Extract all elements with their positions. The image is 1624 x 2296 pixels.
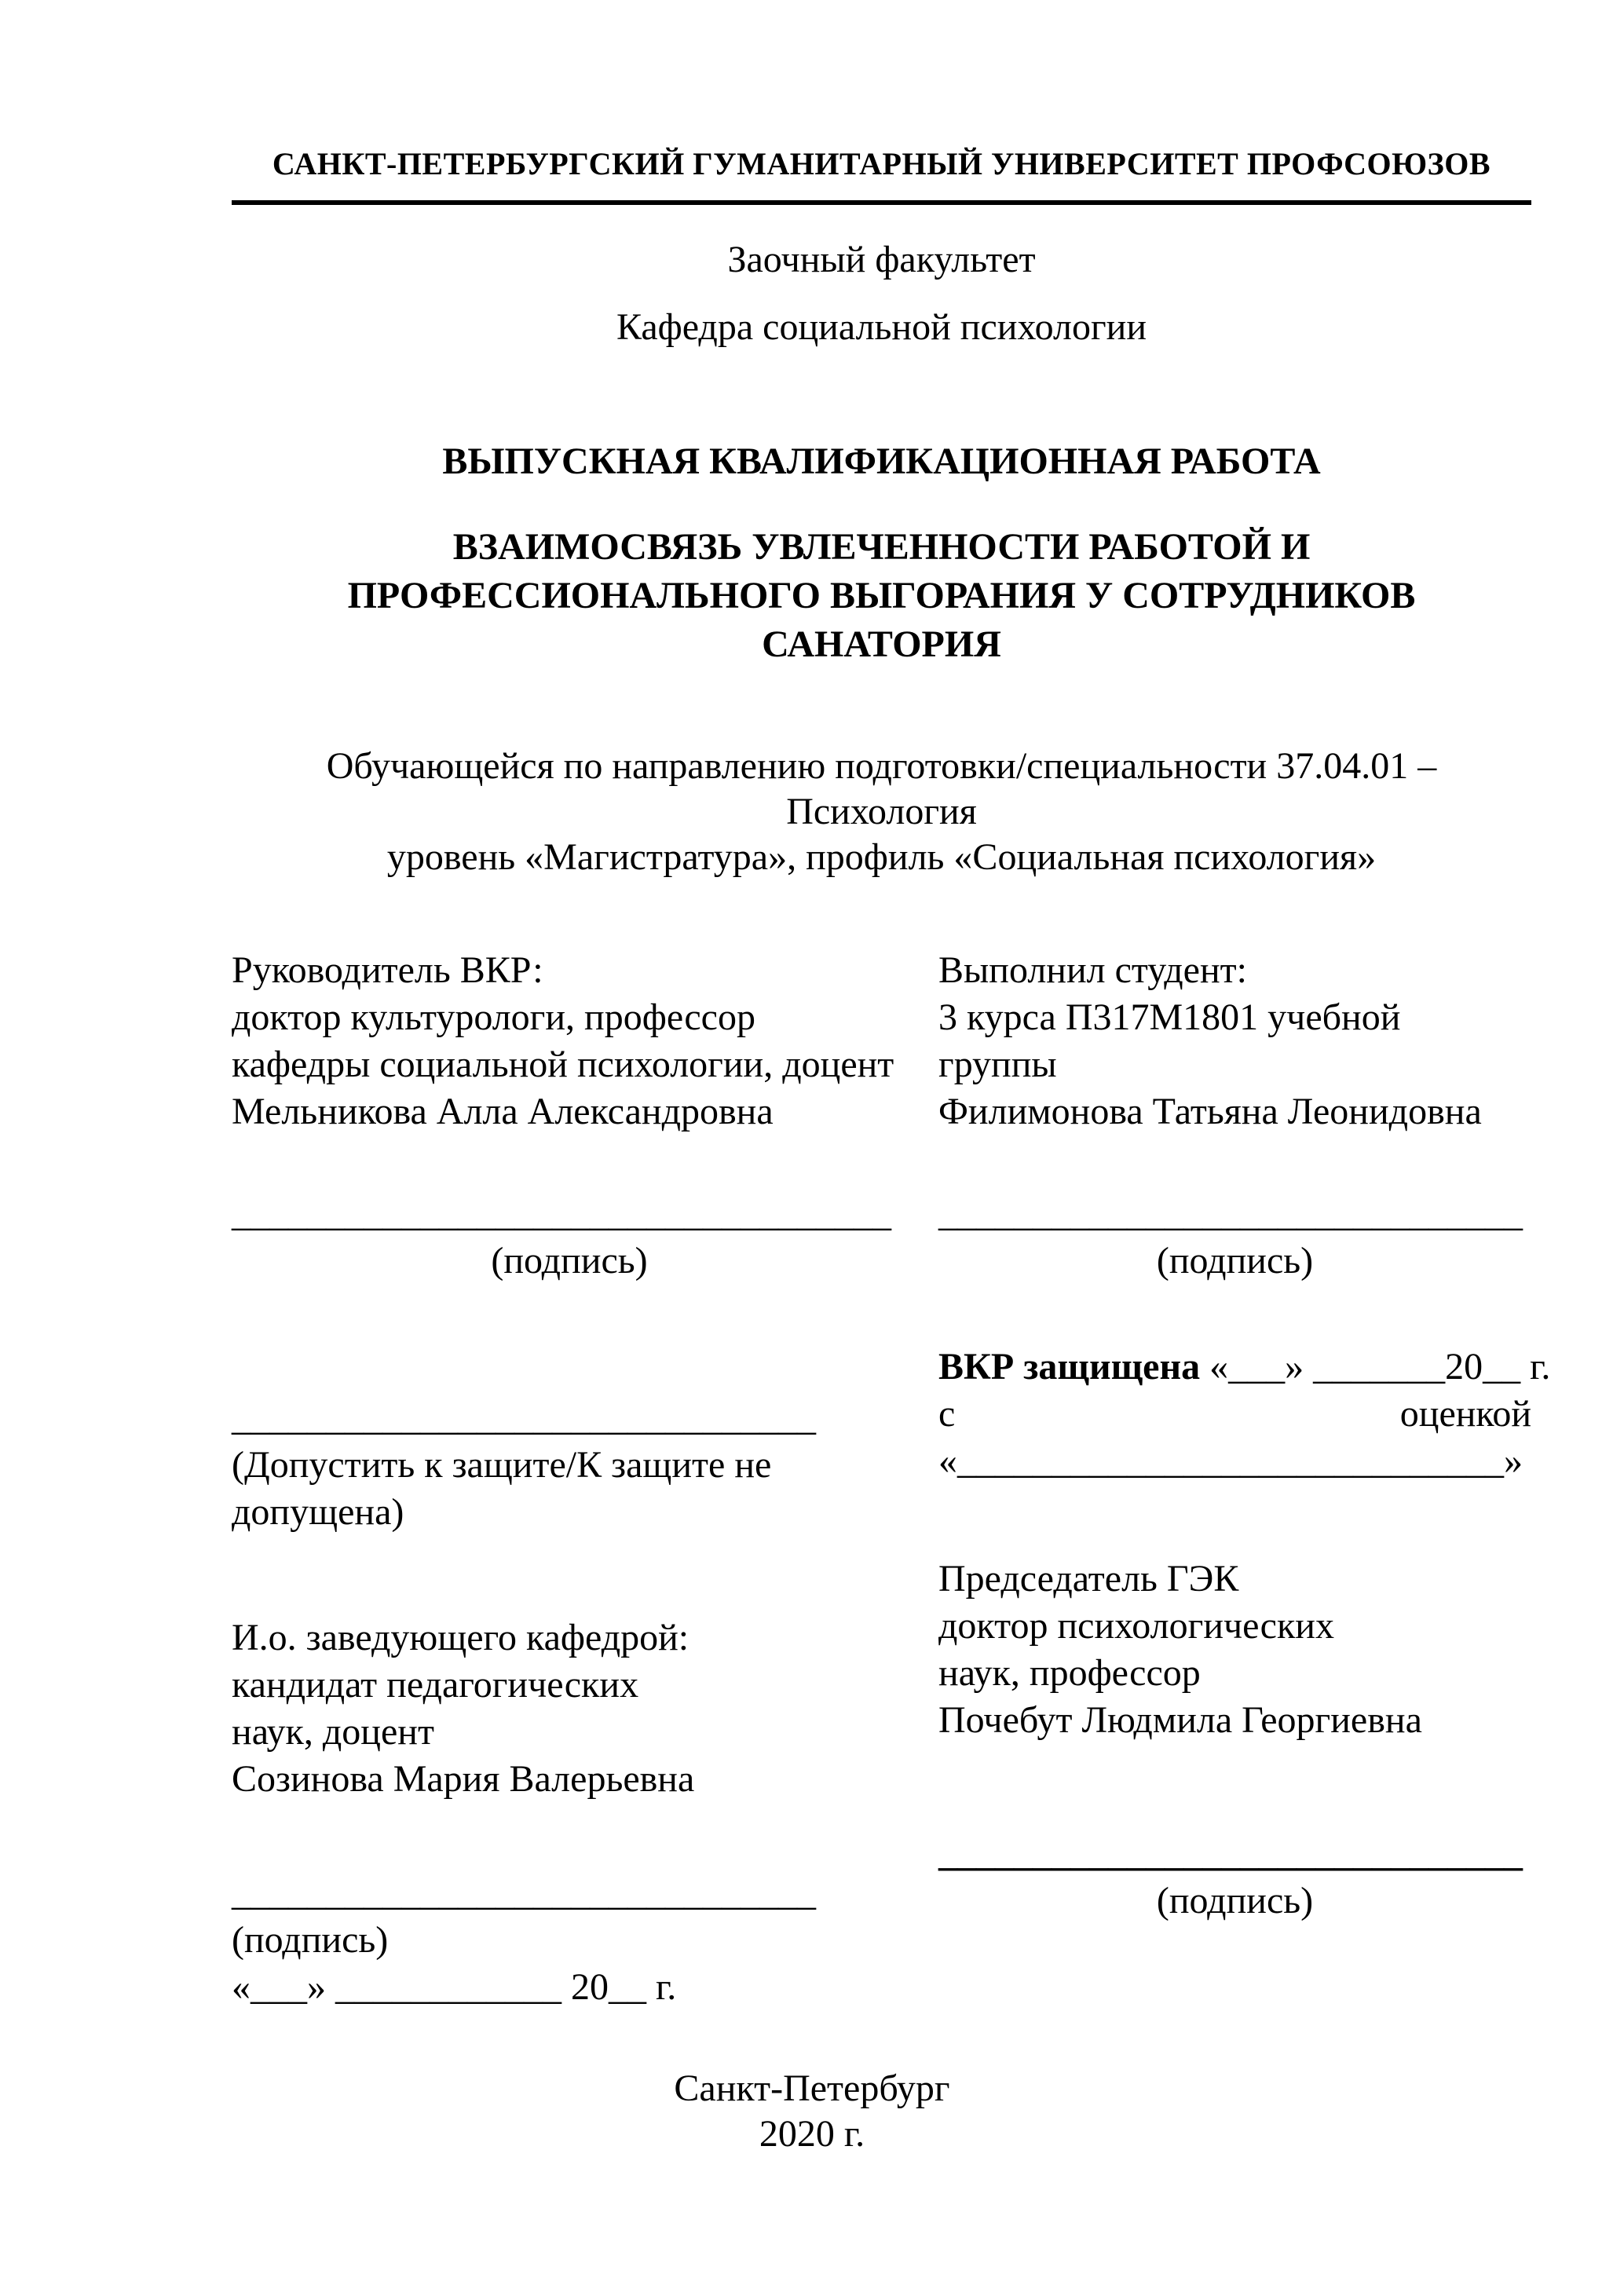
- signatories-columns: [232, 947, 1551, 2011]
- admission-caption: [232, 1442, 907, 1536]
- chairman-block: [938, 1556, 1531, 1744]
- admission-caption-line: (Допустить к защите/К защите не: [232, 1444, 772, 1486]
- student-block: [938, 947, 1531, 1135]
- supervisor-department: кафедры социальной психологии, доцент: [232, 1044, 894, 1085]
- defense-block: [938, 1344, 1551, 1485]
- right-column: [938, 947, 1551, 1925]
- thesis-title-line: ПРОФЕССИОНАЛЬНОГО ВЫГОРАНИЯ У СОТРУДНИКОВ: [347, 575, 1416, 616]
- chairman-role-label: Председатель ГЭК: [938, 1558, 1239, 1600]
- student-group-line1: 3 курса П317М1801 учебной: [938, 996, 1401, 1038]
- defense-grade-word: оценкой: [1399, 1393, 1531, 1435]
- footer-year: 2020 г.: [759, 2113, 865, 2155]
- student-signature-line: _______________________________: [938, 1193, 1523, 1234]
- work-type-heading: ВЫПУСКНАЯ КВАЛИФИКАЦИОННАЯ РАБОТА: [442, 441, 1321, 482]
- supervisor-block: [232, 947, 907, 1135]
- head-name: Созинова Мария Валерьевна: [232, 1758, 695, 1800]
- defense-grade-line: «_____________________________»: [938, 1440, 1523, 1482]
- chairman-degree: доктор психологических: [938, 1605, 1334, 1647]
- supervisor-name: Мельникова Алла Александровна: [232, 1091, 774, 1132]
- student-group-line2: группы: [938, 1044, 1057, 1085]
- left-column: [232, 947, 907, 2011]
- admission-caption-line: допущена): [232, 1491, 404, 1533]
- defense-label: ВКР защищена: [938, 1346, 1201, 1387]
- head-role-label: И.о. заведующего кафедрой:: [232, 1617, 689, 1658]
- head-title: наук, доцент: [232, 1711, 434, 1753]
- head-degree: кандидат педагогических: [232, 1664, 639, 1706]
- supervisor-signature-line: ___________________________________: [232, 1193, 891, 1234]
- program-line: Психология: [786, 791, 977, 832]
- head-signature-caption: (подпись): [232, 1919, 389, 1961]
- supervisor-signature-caption: (подпись): [491, 1240, 648, 1281]
- footer: [0, 2066, 1624, 2157]
- chairman-name: Почебут Людмила Георгиевна: [938, 1699, 1422, 1741]
- university-name: САНКТ-ПЕТЕРБУРГСКИЙ ГУМАНИТАРНЫЙ УНИВЕРСИТЕТ ПРОФСОЮЗОВ: [272, 146, 1491, 181]
- thesis-title: [232, 523, 1531, 669]
- program-info: [232, 744, 1531, 880]
- chairman-signature-caption: (подпись): [1156, 1880, 1314, 1921]
- thesis-title-line: ВЗАИМОСВЯЗЬ УВЛЕЧЕННОСТИ РАБОТОЙ И: [452, 526, 1311, 568]
- chairman-signature-line: _______________________________: [938, 1833, 1523, 1874]
- defense-with-word: с: [938, 1393, 956, 1435]
- head-of-department-block: [232, 1614, 907, 1803]
- thesis-title-line: САНАТОРИЯ: [762, 623, 1001, 665]
- admission-signature-line: _______________________________: [232, 1397, 816, 1439]
- student-signature-caption: (подпись): [1156, 1240, 1314, 1281]
- department-name: Кафедра социальной психологии: [616, 306, 1147, 348]
- defense-date-line: [938, 1344, 1551, 1391]
- student-name: Филимонова Татьяна Леонидовна: [938, 1091, 1482, 1132]
- program-line: уровень «Магистратура», профиль «Социальная психология»: [386, 836, 1377, 878]
- head-signature-line: _______________________________: [232, 1872, 816, 1914]
- supervisor-role-label: Руководитель ВКР:: [232, 949, 543, 991]
- defense-grade-words: [938, 1391, 1531, 1438]
- head-date-line: «___» ____________ 20__ г.: [232, 1966, 677, 2008]
- program-line: Обучающейся по направлению подготовки/специальности 37.04.01 –: [326, 745, 1437, 787]
- defense-date-blanks: «___» _______20__ г.: [1200, 1346, 1551, 1387]
- faculty-name: Заочный факультет: [727, 239, 1036, 280]
- supervisor-degree: доктор культурологи, профессор: [232, 996, 755, 1038]
- student-role-label: Выполнил студент:: [938, 949, 1247, 991]
- footer-city: Санкт-Петербург: [674, 2067, 950, 2109]
- header-rule: [232, 200, 1531, 205]
- chairman-title: наук, профессор: [938, 1652, 1201, 1694]
